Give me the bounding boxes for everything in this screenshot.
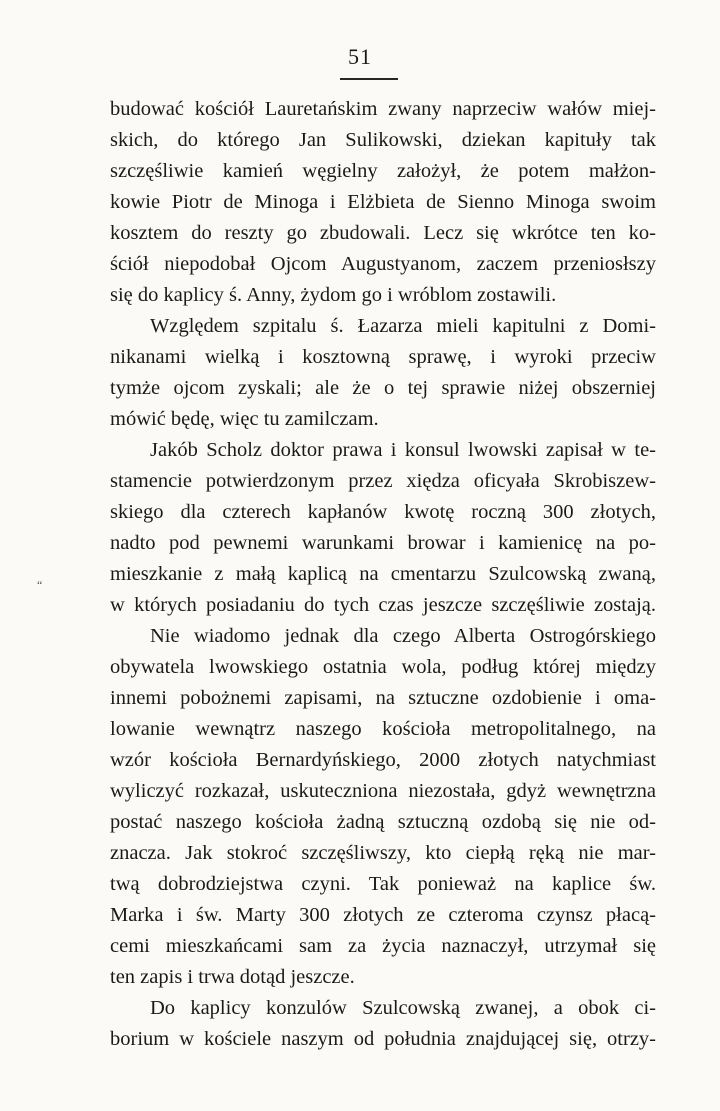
text-line: mieszkanie z małą kaplicą na cmentarzu Szulcowską zwaną, — [110, 563, 656, 585]
text-line: znacza. Jak stokroć szczęśliwszy, kto ciepłą ręką nie mar- — [110, 842, 656, 864]
paragraph-start-line: Względem szpitalu ś. Łazarza mieli kapitulni z Domi- — [150, 315, 656, 337]
text-line: innemi pobożnemi zapisami, na sztuczne ozdobienie i oma- — [110, 687, 656, 709]
text-line: szczęśliwie kamień węgielny założył, że potem małżon- — [110, 160, 656, 182]
text-line: w których posiadaniu do tych czas jeszcze szczęśliwie zostają. — [110, 594, 656, 616]
text-line: borium w kościele naszym od południa znajdującej się, otrzy- — [110, 1028, 656, 1050]
text-line: postać naszego kościoła żadną sztuczną ozdobą się nie od- — [110, 811, 656, 833]
body-text — [110, 94, 656, 1055]
text-line: kowie Piotr de Minoga i Elżbieta de Sienno Minoga swoim — [110, 191, 656, 213]
text-line: Marka i św. Marty 300 złotych ze czteroma czynsz płacą- — [110, 904, 656, 926]
text-line: twą dobrodziejstwa czyni. Tak ponieważ na kaplice św. — [110, 873, 656, 895]
paragraph-start-line: Nie wiadomo jednak dla czego Alberta Ostrogórskiego — [150, 625, 656, 647]
text-line: nadto pod pewnemi warunkami browar i kamienicę na po- — [110, 532, 656, 554]
paragraph-start-line: Jakób Scholz doktor prawa i konsul lwowski zapisał w te- — [150, 439, 656, 461]
text-line: tymże ojcom zyskali; ale że o tej sprawie niżej obszerniej — [110, 377, 656, 399]
text-line: lowanie wewnątrz naszego kościoła metropolitalnego, na — [110, 718, 656, 740]
paragraph-start-line: Do kaplicy konzulów Szulcowską zwanej, a obok ci- — [150, 997, 656, 1019]
page-number: 51 — [348, 44, 372, 69]
page-number-rule — [340, 78, 398, 80]
text-line: wyliczyć rozkazał, uskuteczniona niezostała, gdyż wewnętrzna — [110, 780, 656, 802]
text-line: się do kaplicy ś. Anny, żydom go i wróblom zostawili. — [110, 284, 557, 306]
text-line: skiego dla czterech kapłanów kwotę roczną 300 złotych, — [110, 501, 656, 523]
text-line: mówić będę, więc tu zamilczam. — [110, 408, 379, 430]
text-line: nikanami wielką i kosztowną sprawę, i wyroki przeciw — [110, 346, 656, 368]
margin-mark: “ — [37, 578, 43, 592]
text-line: obywatela lwowskiego ostatnia wola, podług której między — [110, 656, 656, 678]
text-line: cemi mieszkańcami sam za życia naznaczył, utrzymał się — [110, 935, 656, 957]
text-line: budować kościół Lauretańskim zwany naprzeciw wałów miej- — [110, 98, 656, 120]
text-line: wzór kościoła Bernardyńskiego, 2000 złotych natychmiast — [110, 749, 656, 771]
text-line: stamencie potwierdzonym przez xiędza oficyała Skrobiszew- — [110, 470, 656, 492]
text-line: skich, do którego Jan Sulikowski, dziekan kapituły tak — [110, 129, 656, 151]
text-line: kosztem do reszty go zbudowali. Lecz się wkrótce ten ko- — [110, 222, 656, 244]
text-line: ściół niepodobał Ojcom Augustyanom, zaczem przeniosłszy — [110, 253, 656, 275]
text-line: ten zapis i trwa dotąd jeszcze. — [110, 966, 355, 988]
